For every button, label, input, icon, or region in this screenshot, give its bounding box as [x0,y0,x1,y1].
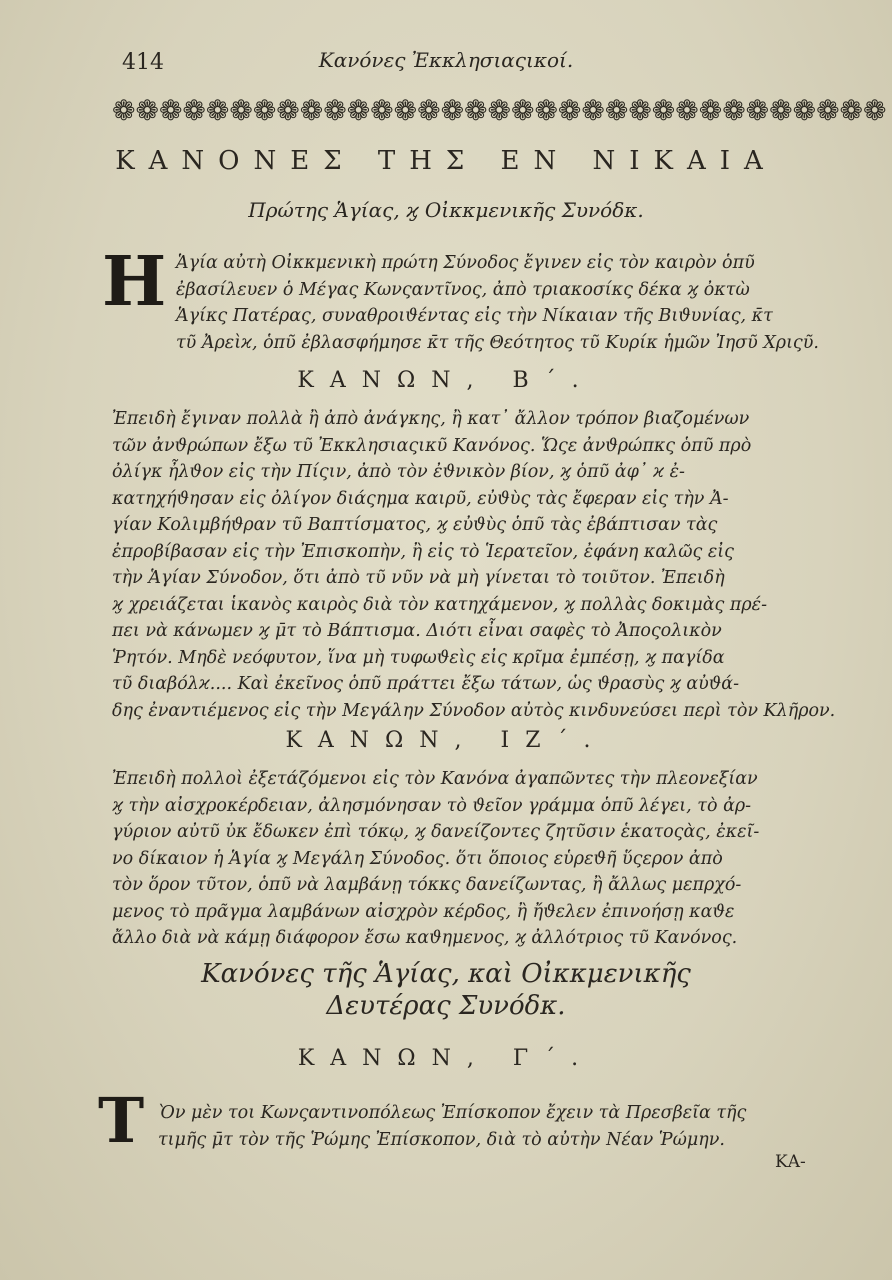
flower-ornament-icon: ❁ [299,94,324,127]
flower-ornament-icon: ❁ [722,94,746,127]
text-line: Ὸν μὲν τοι Κωνςαντινοπόλεως Ἐπίσκοπον ἔχειν τὰ Πρεσβεῖα τῆς [158,1103,747,1123]
flower-ornament-icon: ❁ [440,94,465,127]
flower-ornament-icon: ❁ [675,94,699,127]
text-line: τῦ Ἀρεὶϰ, ὁπῦ ἐβλασφήμησε κ̄τ τῆς Θεότητος τῦ Κυρίκ ἡμῶν Ἰησῦ Χριςῦ. [176,332,819,353]
flower-ornament-icon: ❁ [534,94,558,127]
council-title: ΚΑΝΟΝΕΣ ΤΗΣ ΕΝ ΝΙΚΑΙΑ [115,146,777,176]
text-line: τιμῆς μ̄τ τὸν τῆς Ῥώμης Ἐπίσκοπον, διὰ τὸ αὐτὴν Νέαν Ῥώμην. [158,1129,725,1150]
flower-ornament-icon: ❁ [792,94,817,127]
second-synod-title [0,958,892,1022]
text-line: ϗ τὴν αἰσχροκέρδειαν, ἀλησμόνησαν τὸ ϑεῖον γράμμα ὁπῦ λέγει, τὸ ἀρ- [112,795,752,816]
text-line: τῦ διαβόλϰ.... Καὶ ἐκεῖνος ὁπῦ πράττει ἔξω τάτων, ὡς ϑρασὺς ϗ αὐϑά- [112,674,740,694]
flower-ornament-icon: ❁ [816,94,840,127]
flower-ornament-icon: ❁ [464,94,488,127]
text-line: δης ἐναντιέμενος εἰς τὴν Μεγάλην Σύνοδον αὐτὸς κινδυνεύσει περὶ τὸν Κλῆρον. [112,700,836,721]
flower-ornament-icon: ❁ [135,94,159,127]
flower-ornament-icon: ❁ [839,94,863,127]
flower-ornament-icon: ❁ [229,94,253,127]
flower-ornament-icon: ❁ [769,94,793,127]
flower-ornament-icon: ❁ [628,94,652,127]
running-title: Κανόνες Ἐκκλησιαςικοί. [318,48,574,72]
text-line: γίαν Κολιμβήϑραν τῦ Βαπτίσματος, ϗ εὐϑὺς ὁπῦ τὰς ἐβάπτισαν τὰς [112,515,718,535]
flower-ornament-icon: ❁ [417,94,441,127]
canon-g-paragraph [158,1100,838,1153]
text-line: ἄλλο διὰ νὰ κάμῃ διάφορον ἔσω καϑημενος, ϗ ἀλλότριος τῦ Κανόνος. [112,928,738,948]
text-line: μενος τὸ πρᾶγμα λαμβάνων αἰσχρὸν κέρδος, ἢ ἤϑελεν ἐπινοήσῃ καϑε [112,901,735,922]
flower-ornament-icon: ❁ [487,94,511,127]
second-synod-title-line: Δευτέρας Συνόδκ. [326,991,566,1021]
flower-ornament-icon: ❁ [182,94,206,127]
text-line: γύριον αὐτῦ ὐκ ἔδωκεν ἐπὶ τόκῳ, ϗ δανείζοντες ζητῦσιν ἑκατοςὰς, ἐκεῖ- [112,822,760,842]
canon-iz-heading: ΚΑΝΩΝ, ΙΖ΄. [285,728,607,753]
intro-paragraph [176,250,819,356]
flower-ornament-icon: ❁ [205,94,230,127]
canon-g-drop-cap: Τ [98,1084,145,1157]
flower-ornament-icon: ❁ [112,94,136,127]
flower-ornament-icon: ❁ [581,94,605,127]
text-line: νο δίκαιον ἡ Ἁγία ϗ Μεγάλη Σύνοδος. ὅτι ὅποιος εὑρεϑῆ ὕςερον ἀπὸ [112,848,723,869]
flower-ornament-icon: ❁ [745,94,770,127]
flower-ornament-icon: ❁ [557,94,582,127]
flower-ornament-icon: ❁ [252,94,277,127]
council-subtitle: Πρώτης Ἁγίας, ϗ Οἰκκμενικῆς Συνόδκ. [248,198,644,222]
text-line: τὸν ὅρον τῦτον, ὁπῦ νὰ λαμβάνῃ τόκκς δανείζωντας, ἢ ἄλλως μεπρχό- [112,875,742,895]
text-line: τὴν Ἁγίαν Σύνοδον, ὅτι ἀπὸ τῦ νῦν νὰ μὴ γίνεται τὸ τοιῦτον. Ἐπειδὴ [112,568,725,588]
flower-ornament-icon: ❁ [393,94,418,127]
flower-ornament-icon: ❁ [323,94,347,127]
text-line: ἐπροβίβασαν εἰς τὴν Ἐπισκοπὴν, ἢ εἰς τὸ Ἱερατεῖον, ἐφάνη καλῶς εἰς [112,541,734,562]
flower-ornament-icon: ❁ [698,94,723,127]
text-line: Ἐπειδὴ ἔγιναν πολλὰ ἢ ἀπὸ ἀνάγκης, ἢ κατ᾽ ἄλλον τρόπον βιαζομένων [112,409,750,429]
flower-ornament-icon: ❁ [158,94,183,127]
text-line: κατηχήϑησαν εἰς ὀλίγον διάςημα καιρῦ, εὐϑὺς τὰς ἔφεραν εἰς τὴν Ἀ- [112,488,729,509]
intro-drop-cap: Η [102,242,167,322]
page-number: 414 [122,50,164,75]
text-line: τῶν ἀνϑρώπων ἔξω τῦ Ἐκκλησιαςικῦ Κανόνος. Ὥςε ἀνϑρώπκς ὁπῦ πρὸ [112,435,752,456]
flower-ornament-icon: ❁ [651,94,676,127]
flower-ornament-icon: ❁ [604,94,629,127]
text-line: ϗ χρειάζεται ἱκανὸς καιρὸς διὰ τὸν κατηχάμενον, ϗ πολλὰς δοκιμὰς πρέ- [112,594,767,615]
text-line: Ἁγία αὐτὴ Οἰκκμενικὴ πρώτη Σύνοδος ἔγινεν εἰς τὸν καιρὸν ὁπῦ [176,253,755,273]
flower-ornament-icon: ❁ [863,94,887,127]
canon-g-heading: ΚΑΝΩΝ, Γ΄. [297,1046,595,1071]
flower-ornament-icon: ❁ [276,94,300,127]
text-line: Ῥητόν. Μηδὲ νεόφυτον, ἵνα μὴ τυφωϑεὶς εἰς κρῖμα ἐμπέσῃ, ϗ παγίδα [112,647,725,668]
text-line: πει νὰ κάνωμεν ϗ μ̄τ τὸ Βάπτισμα. Διότι εἶναι σαφὲς τὸ Ἀποςολικὸν [112,621,722,641]
page-header [0,42,892,82]
text-line: Ἁγίκς Πατέρας, συναθροιϑέντας εἰς τὴν Νίκαιαν τῆς Βιϑυνίας, κ̄τ [176,306,773,326]
canon-b-paragraph [112,406,836,724]
flower-ornament-icon: ❁ [370,94,394,127]
text-line: ὀλίγκ ἦλϑον εἰς τὴν Πίςιν, ἀπὸ τὸν ἐϑνικὸν βίον, ϗ ὁπῦ ἀφ᾽ ϰ ἐ- [112,462,685,482]
flower-ornament-icon: ❁ [346,94,371,127]
flower-ornament-icon: ❁ [510,94,535,127]
catchword: ΚΑ- [775,1152,806,1172]
canon-iz-paragraph [112,766,832,952]
canon-b-heading: ΚΑΝΩΝ, Β΄. [297,368,595,393]
text-line: Ἐπειδὴ πολλοὶ ἐξετάζόμενοι εἰς τὸν Κανόνα ἀγαπῶντες τὴν πλεονεξίαν [112,769,758,789]
ornamental-border [112,94,887,128]
text-line: ἐβασίλευεν ὁ Μέγας Κωνςαντῖνος, ἀπὸ τριακοσίκς δέκα ϗ ὀκτὼ [176,279,750,300]
second-synod-title-line: Κανόνες τῆς Ἁγίας, καὶ Οἰκκμενικῆς [201,959,691,989]
